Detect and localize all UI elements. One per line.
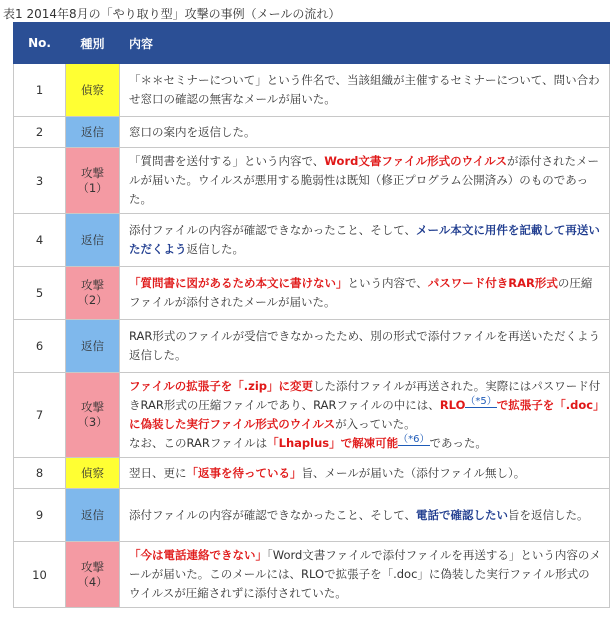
type-sublabel: （3） bbox=[77, 415, 108, 429]
row-type bbox=[66, 117, 120, 148]
row-type bbox=[66, 458, 120, 489]
content-text: 窓口の案内を返信した。 bbox=[129, 124, 256, 139]
highlight-blue: 電話で確認したい bbox=[416, 507, 509, 522]
header-type: 種別 bbox=[66, 23, 120, 64]
content-text: が添付されたメールが届いた。ウイルスが悪用する脆弱性は既知（修正プログラム公開済み）のものであった。 bbox=[129, 154, 599, 206]
content-text: なお、このRARファイルは bbox=[129, 436, 268, 450]
table-row bbox=[14, 373, 610, 458]
row-content bbox=[120, 214, 610, 267]
row-number: 6 bbox=[14, 320, 66, 373]
row-number: 1 bbox=[14, 64, 66, 117]
row-content bbox=[120, 373, 610, 458]
row-number: 3 bbox=[14, 148, 66, 214]
row-content bbox=[120, 267, 610, 320]
header-no: No. bbox=[14, 23, 66, 64]
row-content bbox=[120, 458, 610, 489]
highlight-red: Word文書ファイル形式のウイルス bbox=[324, 154, 507, 168]
row-type bbox=[66, 267, 120, 320]
table-caption: 表1 2014年8月の「やり取り型」攻撃の事例（メールの流れ） bbox=[3, 7, 341, 21]
content-text: 添付ファイルの内容が確認できなかったこと、そして、 bbox=[129, 223, 417, 237]
highlight-red: 「返事を待っている」 bbox=[186, 465, 302, 480]
row-type bbox=[66, 148, 120, 214]
table-header-row bbox=[14, 23, 610, 64]
type-sublabel: （4） bbox=[77, 574, 108, 589]
footnote-link[interactable]: （*5） bbox=[465, 396, 497, 408]
content-text: の圧縮ファイルが添付されたメールが届いた。 bbox=[129, 276, 593, 309]
row-number: 9 bbox=[14, 489, 66, 542]
row-content bbox=[120, 117, 610, 148]
type-sublabel: （2） bbox=[77, 293, 108, 307]
row-number: 7 bbox=[14, 373, 66, 458]
table-row bbox=[14, 117, 610, 148]
content-text: が入っていた。 bbox=[335, 417, 416, 431]
row-number: 4 bbox=[14, 214, 66, 267]
type-label: 返信 bbox=[81, 232, 104, 247]
row-content bbox=[120, 148, 610, 214]
highlight-red: 「質問書に図があるため本文に書けない」 bbox=[129, 276, 348, 290]
row-number: 5 bbox=[14, 267, 66, 320]
highlight-blue: メール本文に用件を記載して再送いただくよう bbox=[129, 223, 600, 256]
row-type bbox=[66, 64, 120, 117]
row-type bbox=[66, 320, 120, 373]
type-label: 返信 bbox=[81, 338, 104, 353]
row-content bbox=[120, 320, 610, 373]
highlight-red: ファイルの拡張子を「.zip」に変更 bbox=[129, 379, 314, 393]
table-row bbox=[14, 489, 610, 542]
row-content bbox=[120, 489, 610, 542]
type-label: 攻撃 bbox=[81, 559, 104, 574]
content-text: 翌日、更に bbox=[129, 465, 187, 480]
row-type bbox=[66, 373, 120, 458]
table-row bbox=[14, 320, 610, 373]
highlight-red: パスワード付きRAR形式 bbox=[427, 276, 558, 290]
row-number: 10 bbox=[14, 542, 66, 608]
row-content bbox=[120, 64, 610, 117]
type-label: 返信 bbox=[81, 124, 104, 139]
content-text: 返信した。 bbox=[186, 242, 244, 256]
content-text: 「Word文書ファイルで添付ファイルを再送する」という内容のメールが届いた。このメールには、RLOで拡張子を「.doc」に偽装した実行ファイル形式のウイルスが圧縮されずに添付されていた。 bbox=[129, 548, 601, 600]
type-label: 攻撃 bbox=[81, 400, 104, 414]
type-label: 攻撃 bbox=[81, 165, 104, 180]
highlight-red: 「Lhaplus」で解凍可能 bbox=[267, 436, 399, 450]
row-type bbox=[66, 214, 120, 267]
row-number: 8 bbox=[14, 458, 66, 489]
table-row bbox=[14, 267, 610, 320]
row-type bbox=[66, 489, 120, 542]
content-text: 旨を返信した。 bbox=[508, 507, 589, 522]
content-text: RAR形式のファイルが受信できなかったため、別の形式で添付ファイルを再送いただくよう返信した。 bbox=[129, 329, 600, 362]
row-number: 2 bbox=[14, 117, 66, 148]
row-type bbox=[66, 542, 120, 608]
content-text: であった。 bbox=[429, 436, 487, 450]
type-sublabel: （1） bbox=[77, 180, 108, 195]
type-label: 攻撃 bbox=[81, 278, 104, 292]
content-text: した添付ファイルが再送された。実際にはパスワード付きRAR形式の圧縮ファイルであり、RARファイルの中には、 bbox=[129, 379, 601, 412]
header-content: 内容 bbox=[120, 23, 610, 64]
content-text: という内容で、 bbox=[347, 276, 428, 290]
content-text: 旨、メールが届いた（添付ファイル無し）。 bbox=[301, 465, 526, 480]
type-label: 偵察 bbox=[81, 82, 104, 97]
table-row bbox=[14, 214, 610, 267]
footnote-link[interactable]: （*6） bbox=[398, 434, 430, 446]
highlight-red: で拡張子を「.doc」に偽装した実行ファイル形式のウイルス bbox=[129, 398, 599, 431]
type-label: 偵察 bbox=[81, 465, 104, 480]
attack-flow-table bbox=[13, 22, 610, 608]
highlight-red: 「今は電話連絡できない」 bbox=[129, 548, 267, 562]
row-content bbox=[120, 542, 610, 608]
table-row bbox=[14, 64, 610, 117]
table-row bbox=[14, 458, 610, 489]
highlight-red: RLO bbox=[439, 398, 466, 412]
table-row bbox=[14, 542, 610, 608]
table-row bbox=[14, 148, 610, 214]
type-label: 返信 bbox=[81, 507, 104, 522]
content-text: 「質問書を送付する」という内容で、 bbox=[129, 154, 325, 168]
content-text: 「＊＊セミナーについて」という件名で、当該組織が主催するセミナーについて、問い合わせ窓口の確認の無害なメールが届いた。 bbox=[129, 73, 600, 106]
content-text: 添付ファイルの内容が確認できなかったこと、そして、 bbox=[129, 507, 417, 522]
